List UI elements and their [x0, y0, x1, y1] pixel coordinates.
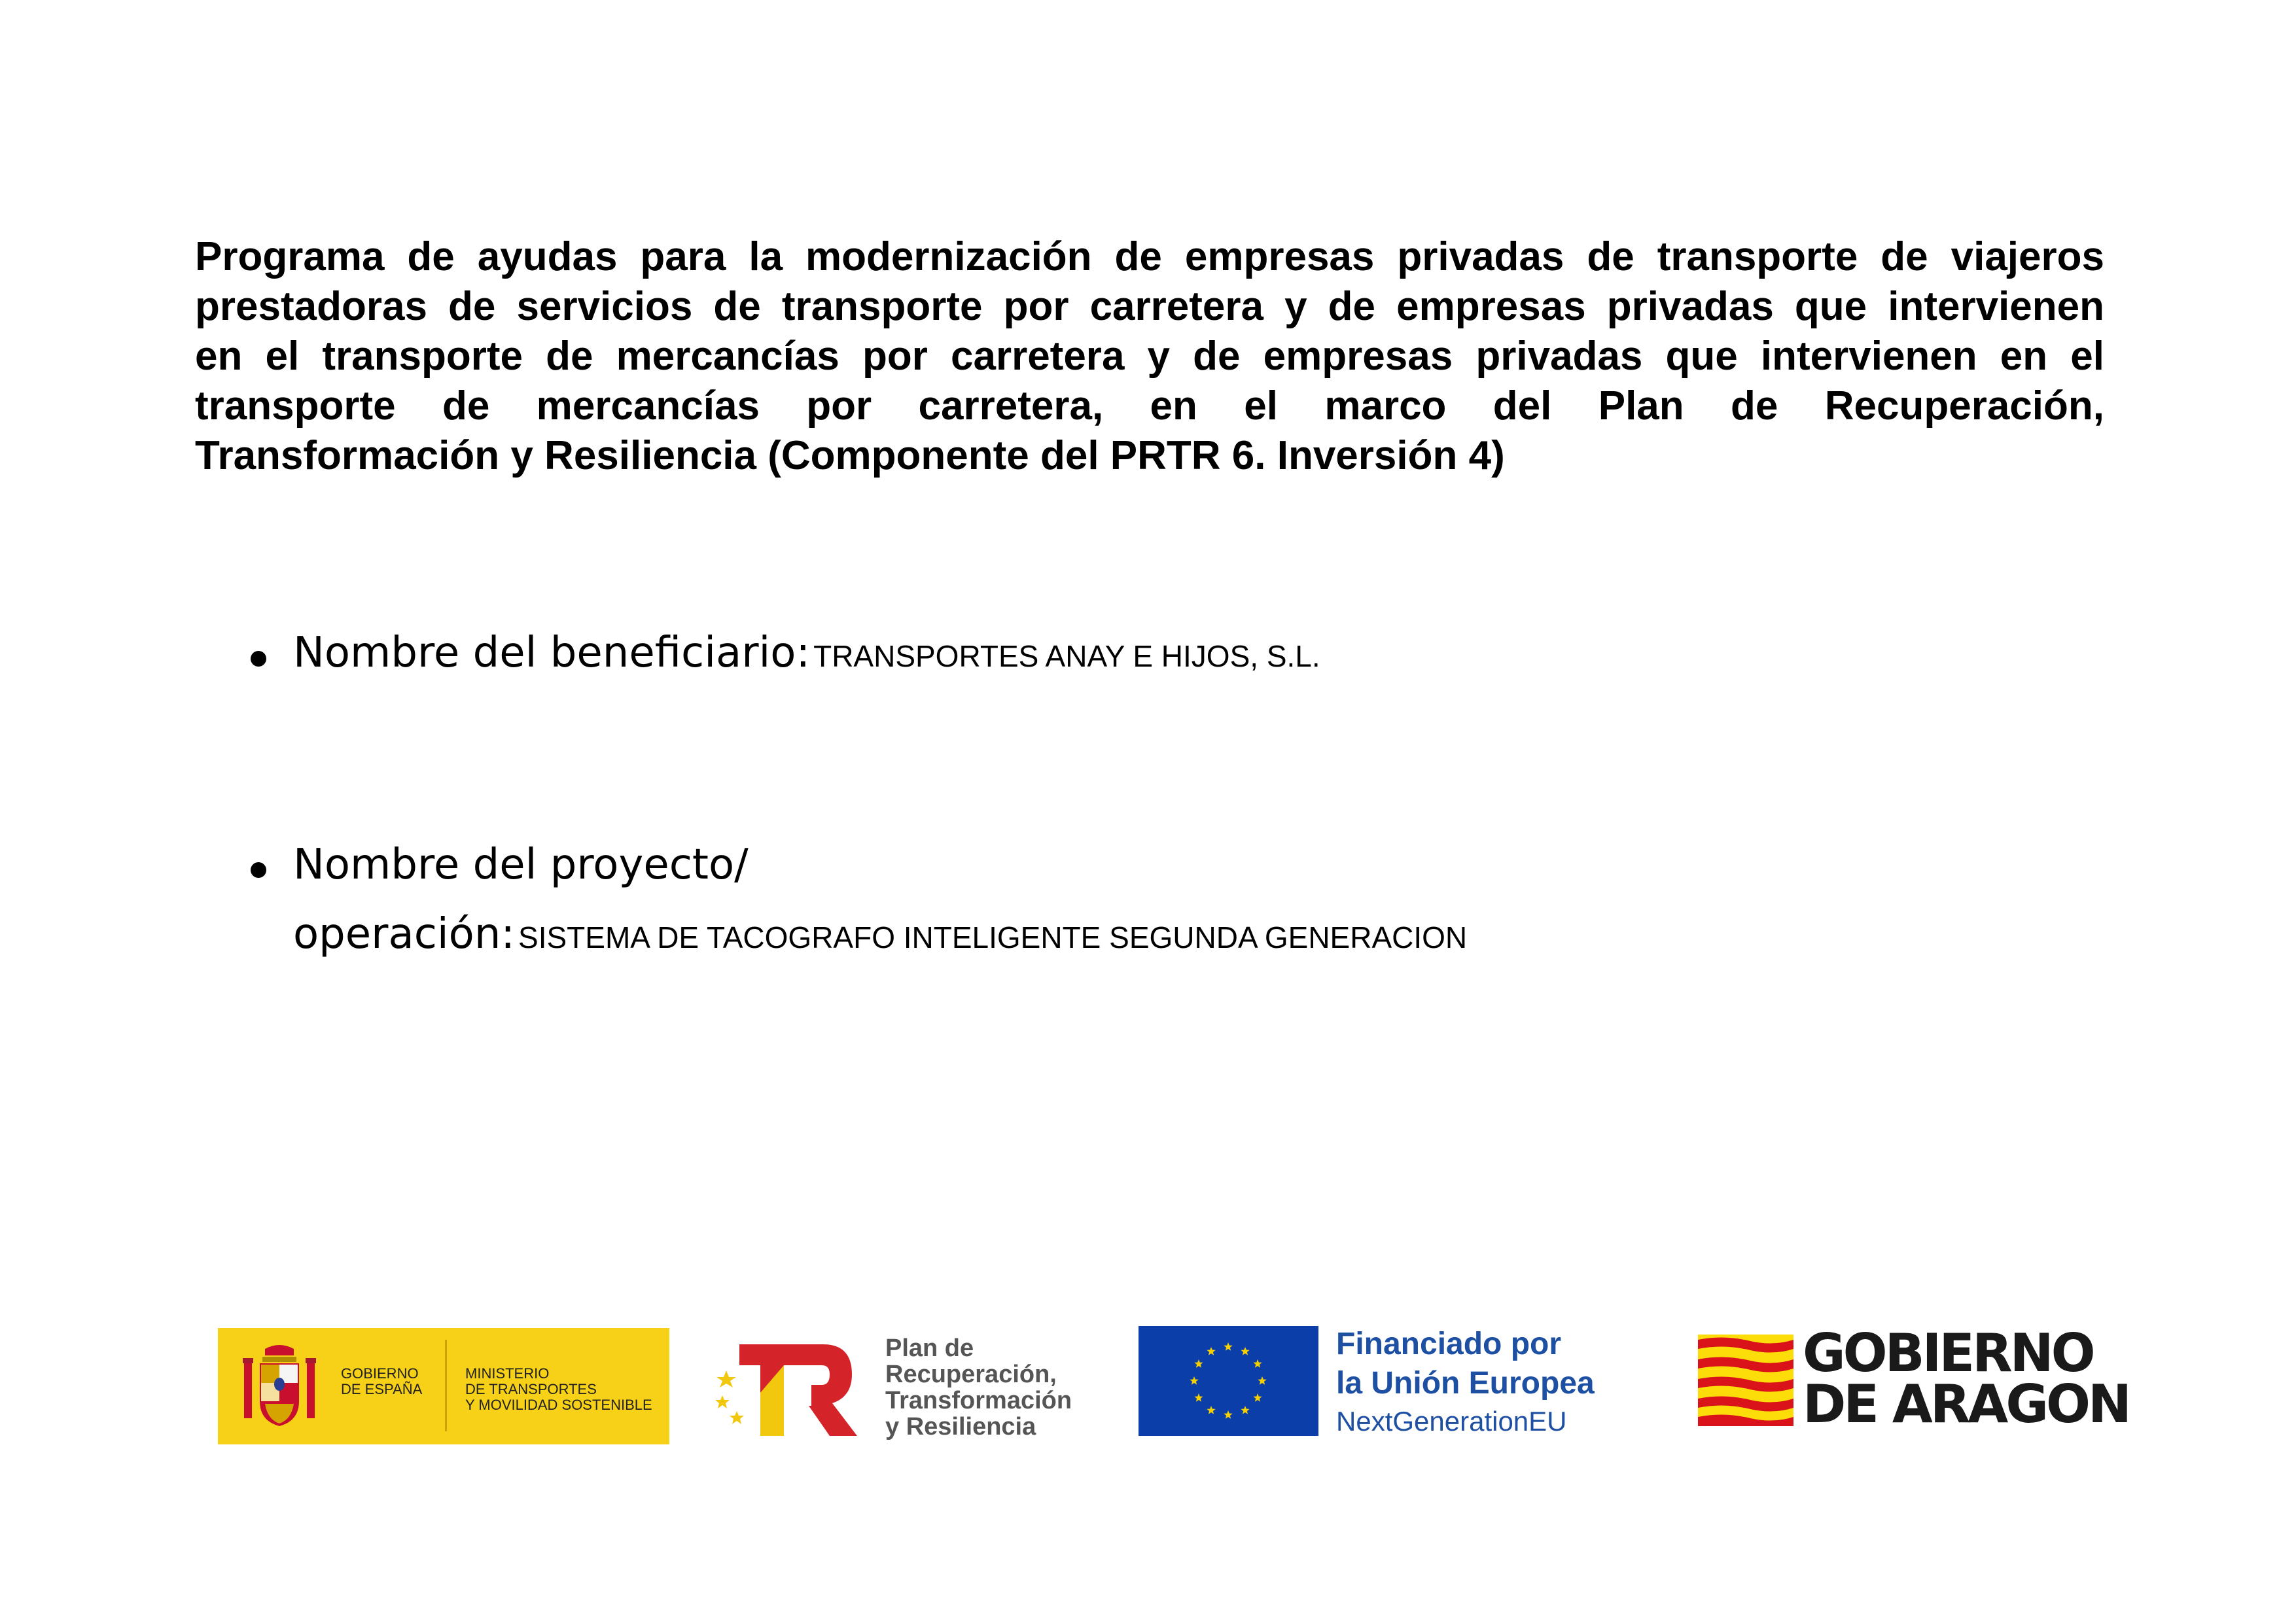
title-line: Transformación y Resiliencia (Componente del PRTR 6. Inversión 4): [195, 433, 1505, 478]
prtr-logo: [713, 1325, 1093, 1449]
eu-logo: [1139, 1325, 1662, 1442]
spain-coat-of-arms-icon: [239, 1342, 320, 1430]
next-generation-eu: NextGenerationEU: [1336, 1406, 1567, 1437]
title-line: prestadoras de servicios de transporte por carretera y de empresas privadas que intervienen: [195, 284, 2104, 329]
title-line: en el transporte de mercancías por carretera y de empresas privadas que intervienen en el: [195, 334, 2104, 379]
project-label-line1: Nombre del proyecto/: [293, 841, 749, 889]
eu-star-icon: [1253, 1359, 1262, 1368]
title-line: Programa de ayudas para la modernización de empresas privadas de transporte de viajeros: [195, 234, 2104, 279]
project-label-line2: operación:: [293, 910, 515, 958]
eu-star-icon: [1194, 1359, 1203, 1368]
aragon-logo: [1698, 1323, 2136, 1435]
project-value: SISTEMA DE TACOGRAFO INTELIGENTE SEGUNDA GENERACION: [518, 920, 1468, 954]
eu-star-icon: [1224, 1410, 1232, 1419]
document-title: [195, 232, 2104, 481]
beneficiary-item: [293, 627, 1320, 679]
beneficiary-label: Nombre del beneficiario:: [293, 629, 810, 677]
eu-star-icon: [1253, 1393, 1262, 1402]
eu-star-icon: [1194, 1393, 1203, 1402]
eu-flag-icon: [1139, 1326, 1318, 1436]
eu-star-icon: [1190, 1376, 1198, 1385]
ministry-text: MINISTERIO DE TRANSPORTES Y MOVILIDAD SOSTENIBLE: [465, 1365, 652, 1413]
bullet-icon: [251, 862, 266, 878]
eu-star-icon: [1224, 1342, 1232, 1351]
prtr-text: Plan de Recuperación, Transformación y Resiliencia: [885, 1335, 1072, 1440]
eu-star-icon: [1207, 1406, 1215, 1414]
prtr-tr-icon: [713, 1325, 877, 1449]
spain-ministry-logo: [218, 1328, 669, 1444]
project-item: [293, 839, 1467, 960]
spain-gov-text: GOBIERNO DE ESPAÑA: [341, 1365, 423, 1397]
eu-funded-line2: la Unión Europea: [1336, 1366, 1595, 1401]
divider: [445, 1340, 447, 1431]
aragon-flag-icon: [1698, 1335, 1793, 1426]
title-line: transporte de mercancías por carretera, en el marco del Plan de Recuperación,: [195, 383, 2104, 428]
eu-star-icon: [1258, 1376, 1266, 1385]
eu-star-icon: [1207, 1347, 1215, 1355]
eu-star-icon: [1241, 1347, 1249, 1355]
eu-star-icon: [1241, 1406, 1249, 1414]
beneficiary-value: TRANSPORTES ANAY E HIJOS, S.L.: [813, 639, 1320, 673]
bullet-icon: [251, 651, 266, 667]
eu-funded-line1: Financiado por: [1336, 1327, 1562, 1361]
aragon-text: GOBIERNO DE ARAGON: [1803, 1323, 2129, 1435]
